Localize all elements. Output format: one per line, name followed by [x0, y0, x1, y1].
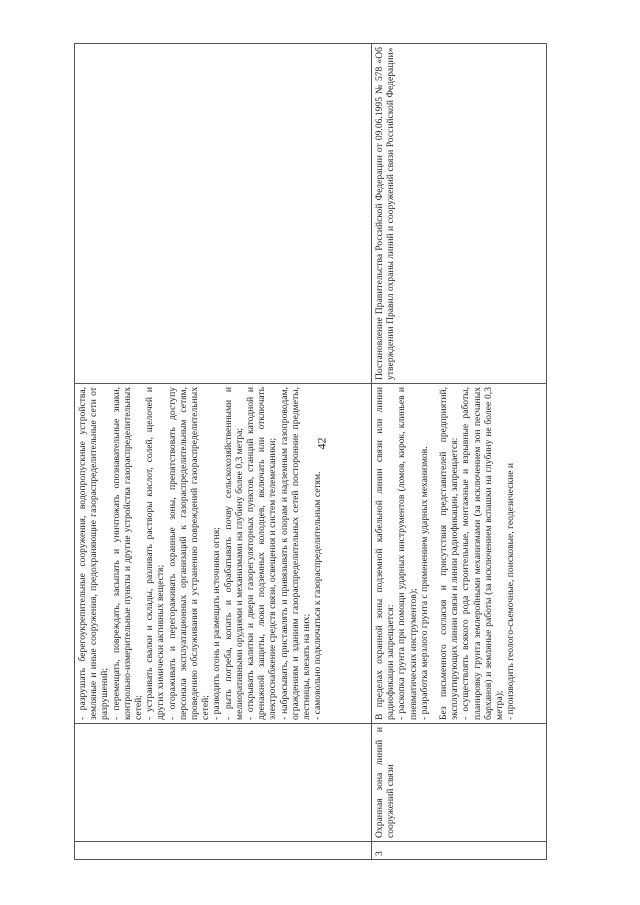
requirement-line: В пределах охранной зоны подземной кабельной линии связи или линии радиофикации запрещается:	[374, 387, 397, 720]
rotated-table-container	[74, 44, 544, 860]
zone-name-cell	[75, 724, 372, 842]
requirement-line: - разрушать берегоукрепительные сооружения, водопропускные устройства, земляные и иные сооружения, предохраняющие газораспределительные сети от разрушений;	[77, 387, 111, 720]
requirement-line: - набрасывать, приставлять и привязывать к опорам и надземным газопроводам, ограждениям и зданиям газораспределительных сетей посторонние предметы, лестницы, влезать на них;	[278, 387, 313, 720]
requirement-line: - огораживать и перегораживать охранные зоны, препятствовать доступу персонала эксплуатационных организаций к газораспределительным сетям, проведению обслуживания и устранению повреждений газораспределительных сетей;	[166, 387, 212, 720]
requirement-line: - устраивать свалки и склады, разливать растворы кислот, солей, щелочей и других химически активных веществ;	[144, 387, 167, 720]
legal-document-cell: Постановление Правительства Российской Федерации от 09.06.1995 № 578 «Об утверждении Правил охраны линий и сооружений связи Российской Федерации»	[372, 44, 547, 384]
requirement-line: - рыть погреба, копать и обрабатывать почву сельскохозяйственными и мелиоративными орудиями и механизмами на глубину более 0,3 метра;	[222, 387, 245, 720]
requirement-line: - раскопка грунта при помощи ударных инструментов (ломов, кирок, клиньев и пневматических инструментов);	[396, 387, 419, 720]
requirement-line: - разводить огонь и размещать источники огня;	[211, 527, 223, 720]
restrictions-table	[74, 43, 547, 860]
table-row	[75, 44, 372, 860]
paragraph-gap	[430, 387, 438, 720]
requirement-line: - открывать калитки и двери газорегуляторных пунктов, станций катодной и дренажной защиты, люки подземных колодцев, включать или отключать электроснабжение средств связи, освещения и систем телемеханики;	[245, 387, 279, 720]
zone-name-cell: Охранная зона линий и сооружений связи	[372, 724, 547, 842]
requirement-line: - перемещать, повреждать, засыпать и уничтожать опознавательные знаки, контрольно-измерительные пункты и другие устройства газораспределительных сетей;	[110, 387, 145, 720]
legal-document-cell	[75, 44, 372, 384]
requirements-cell	[75, 384, 372, 724]
requirement-line: - самовольно подключаться к газораспределительным сетям.	[312, 471, 324, 720]
row-number-cell: 3	[372, 842, 547, 860]
requirement-line: Без письменного согласия и присутствия представителей предприятий, эксплуатирующих линии связи и линии радиофикации, запрещается:	[438, 387, 461, 720]
requirement-line: - осуществлять всякого рода строительные, монтажные и взрывные работы, планировку грунта землеройными механизмами (за исключением зон песчаных барханов) и земляные работы (за исключением вспашки на глубину не более 0,3 метра);	[460, 387, 506, 720]
table-row	[372, 44, 547, 860]
requirement-line: - производить геолого-съемочные, поисковые, геодезические и	[505, 462, 517, 720]
requirement-line: - разработка мерзлого грунта с применением ударных механизмов.	[418, 446, 430, 720]
row-number-cell	[75, 842, 372, 860]
requirements-cell	[372, 384, 547, 724]
page-number: 42	[314, 437, 329, 450]
